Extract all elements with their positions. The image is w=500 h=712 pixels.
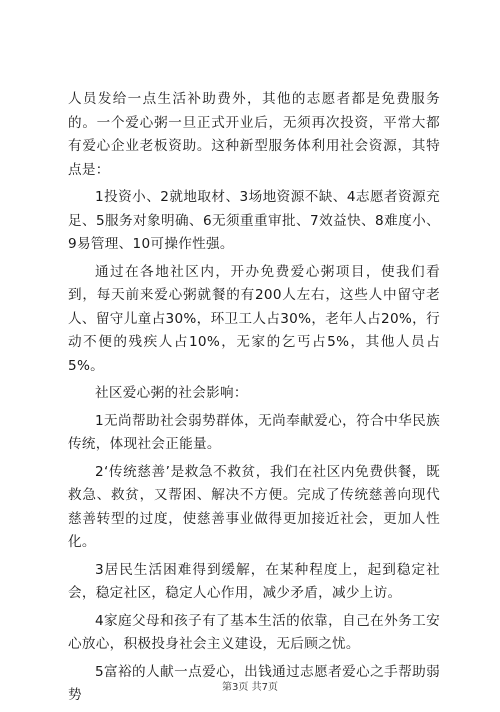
section-heading-social-impact: 社区爱心粥的社会影响： [95, 385, 248, 401]
paragraph-impact-3: 3居民生活困难得到缓解，在某种程度上，起到稳定社会，稳定社区，稳定人心作用，减少矛盾，减少上访。 [68, 561, 440, 601]
document-body [68, 88, 440, 712]
paragraph-impact-4: 4家庭父母和孩子有了基本生活的依靠，自己在外务工安心放心，积极投身社会主义建设，无后顾之忧。 [68, 612, 440, 652]
paragraph-impact-5: 5富裕的人献一点爱心，出钱通过志愿者爱心之手帮助弱势 [68, 663, 440, 703]
paragraph-statistics: 通过在各地社区内，开办免费爱心粥项目，使我们看到，每天前来爱心粥就餐的有200人左右，这些人中留守老人、留守儿童占30%，环卫工人占30%，老年人占20%，行动不便的残疾人占10%，无家的乞丐占5%，其他人员占5%。 [68, 263, 440, 374]
paragraph-features: 1投资小、2就地取材、3场地资源不缺、4志愿者资源充足、5服务对象明确、6无须重重审批、7效益快、8难度小、9易管理、10可操作性强。 [68, 189, 440, 252]
paragraph-impact-1: 1无尚帮助社会弱势群体，无尚奉献爱心，符合中华民族传统，体现社会正能量。 [68, 412, 440, 452]
paragraph-intro: 人员发给一点生活补助费外，其他的志愿者都是免费服务的。一个爱心粥一旦正式开业后，无须再次投资，平常大都有爱心企业老板资助。这种新型服务体利用社会资源，其特点是： [68, 91, 440, 178]
page-number-footer: 第3页 共7页 [222, 682, 278, 693]
paragraph-impact-2: 2‘传统慈善’是救急不救贫，我们在社区内免费供餐，既救急、救贫，又帮困、解决不方便。完成了传统慈善向现代慈善转型的过度，使慈善事业做得更加接近社会，更加人性化。 [68, 463, 440, 550]
